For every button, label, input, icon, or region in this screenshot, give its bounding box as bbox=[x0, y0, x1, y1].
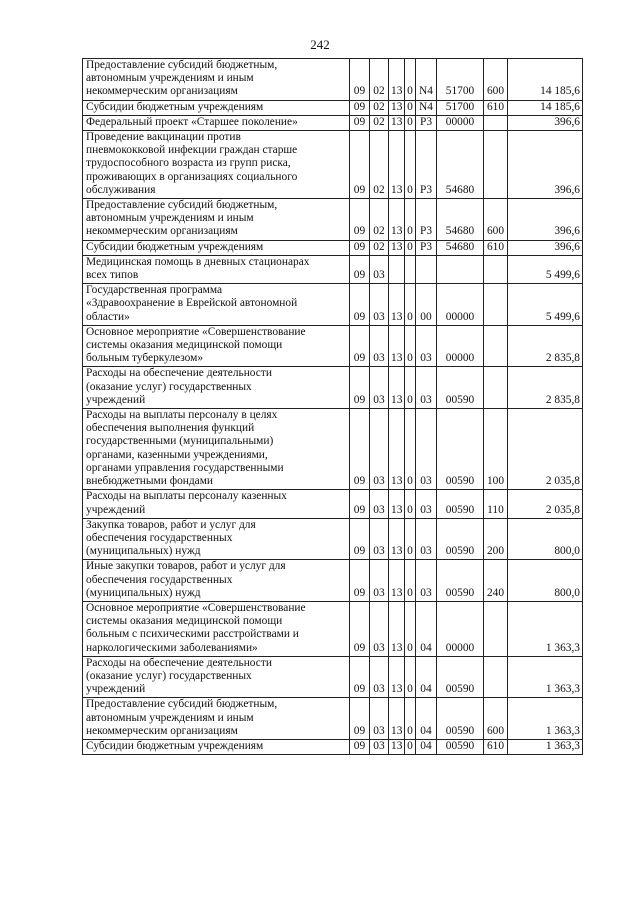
section-code-cell: 09 bbox=[350, 656, 370, 698]
subprogram-code-cell: 0 bbox=[405, 409, 416, 490]
table-row bbox=[83, 490, 583, 518]
expense-name-cell: Предоставление субсидий бюджетным, автономным учреждениям и иным некоммерческим организациям bbox=[83, 698, 350, 740]
subsection-code-cell: 03 bbox=[370, 490, 389, 518]
expense-type-cell bbox=[484, 115, 508, 130]
measure-code-cell bbox=[416, 255, 437, 283]
expense-name-cell: Закупка товаров, работ и услуг для обеспечения государственных (муниципальных) нужд bbox=[83, 518, 350, 560]
subsection-code-cell: 03 bbox=[370, 255, 389, 283]
subprogram-code-cell: 0 bbox=[405, 698, 416, 740]
expense-name-cell: Основное мероприятие «Совершенствование системы оказания медицинской помощи больным туберкулезом» bbox=[83, 325, 350, 367]
measure-code-cell: Р3 bbox=[416, 131, 437, 199]
amount-cell: 1 363,3 bbox=[508, 601, 583, 656]
section-code-cell: 09 bbox=[350, 325, 370, 367]
direction-code-cell: 00590 bbox=[437, 739, 484, 754]
amount-cell: 14 185,6 bbox=[508, 59, 583, 101]
subsection-code-cell: 02 bbox=[370, 59, 389, 101]
section-code-cell: 09 bbox=[350, 367, 370, 409]
program-code-cell: 13 bbox=[389, 131, 405, 199]
subsection-code-cell: 03 bbox=[370, 325, 389, 367]
amount-cell: 5 499,6 bbox=[508, 255, 583, 283]
section-code-cell: 09 bbox=[350, 284, 370, 326]
program-code-cell: 13 bbox=[389, 240, 405, 255]
expense-name-cell: Федеральный проект «Старшее поколение» bbox=[83, 115, 350, 130]
table-row bbox=[83, 100, 583, 115]
subsection-code-cell: 03 bbox=[370, 409, 389, 490]
program-code-cell: 13 bbox=[389, 656, 405, 698]
table-row bbox=[83, 59, 583, 101]
expense-type-cell bbox=[484, 656, 508, 698]
table-row bbox=[83, 115, 583, 130]
section-code-cell: 09 bbox=[350, 131, 370, 199]
amount-cell: 800,0 bbox=[508, 560, 583, 602]
direction-code-cell: 00000 bbox=[437, 601, 484, 656]
program-code-cell: 13 bbox=[389, 518, 405, 560]
program-code-cell: 13 bbox=[389, 601, 405, 656]
subsection-code-cell: 03 bbox=[370, 560, 389, 602]
amount-cell: 396,6 bbox=[508, 131, 583, 199]
table-row bbox=[83, 199, 583, 241]
measure-code-cell: Р3 bbox=[416, 240, 437, 255]
subsection-code-cell: 03 bbox=[370, 656, 389, 698]
direction-code-cell: 54680 bbox=[437, 199, 484, 241]
expense-name-cell: Расходы на обеспечение деятельности (оказание услуг) государственных учреждений bbox=[83, 367, 350, 409]
subprogram-code-cell bbox=[405, 255, 416, 283]
direction-code-cell: 54680 bbox=[437, 240, 484, 255]
measure-code-cell: 03 bbox=[416, 325, 437, 367]
subprogram-code-cell: 0 bbox=[405, 325, 416, 367]
direction-code-cell: 00590 bbox=[437, 490, 484, 518]
section-code-cell: 09 bbox=[350, 490, 370, 518]
subprogram-code-cell: 0 bbox=[405, 199, 416, 241]
amount-cell: 1 363,3 bbox=[508, 739, 583, 754]
subprogram-code-cell: 0 bbox=[405, 131, 416, 199]
expense-name-cell: Иные закупки товаров, работ и услуг для обеспечения государственных (муниципальных) нужд bbox=[83, 560, 350, 602]
expense-name-cell: Субсидии бюджетным учреждениям bbox=[83, 100, 350, 115]
expense-name-cell: Субсидии бюджетным учреждениям bbox=[83, 240, 350, 255]
section-code-cell: 09 bbox=[350, 518, 370, 560]
measure-code-cell: 04 bbox=[416, 656, 437, 698]
subsection-code-cell: 02 bbox=[370, 199, 389, 241]
table-row bbox=[83, 739, 583, 754]
expense-type-cell bbox=[484, 284, 508, 326]
program-code-cell: 13 bbox=[389, 409, 405, 490]
measure-code-cell: Р3 bbox=[416, 199, 437, 241]
program-code-cell: 13 bbox=[389, 59, 405, 101]
table-row bbox=[83, 518, 583, 560]
section-code-cell: 09 bbox=[350, 115, 370, 130]
subsection-code-cell: 03 bbox=[370, 601, 389, 656]
expense-type-cell: 100 bbox=[484, 409, 508, 490]
amount-cell: 2 035,8 bbox=[508, 409, 583, 490]
expense-type-cell: 240 bbox=[484, 560, 508, 602]
section-code-cell: 09 bbox=[350, 698, 370, 740]
subprogram-code-cell: 0 bbox=[405, 59, 416, 101]
program-code-cell: 13 bbox=[389, 325, 405, 367]
measure-code-cell: 04 bbox=[416, 698, 437, 740]
measure-code-cell: N4 bbox=[416, 59, 437, 101]
subprogram-code-cell: 0 bbox=[405, 518, 416, 560]
direction-code-cell: 00000 bbox=[437, 325, 484, 367]
measure-code-cell: 03 bbox=[416, 490, 437, 518]
expense-type-cell: 610 bbox=[484, 240, 508, 255]
amount-cell: 396,6 bbox=[508, 199, 583, 241]
direction-code-cell: 00000 bbox=[437, 115, 484, 130]
program-code-cell bbox=[389, 255, 405, 283]
expense-type-cell: 110 bbox=[484, 490, 508, 518]
section-code-cell: 09 bbox=[350, 59, 370, 101]
table-row bbox=[83, 698, 583, 740]
direction-code-cell: 00590 bbox=[437, 656, 484, 698]
table-body bbox=[83, 59, 583, 755]
subsection-code-cell: 02 bbox=[370, 131, 389, 199]
section-code-cell: 09 bbox=[350, 240, 370, 255]
table-row bbox=[83, 325, 583, 367]
subprogram-code-cell: 0 bbox=[405, 739, 416, 754]
amount-cell: 5 499,6 bbox=[508, 284, 583, 326]
program-code-cell: 13 bbox=[389, 698, 405, 740]
expense-type-cell: 610 bbox=[484, 100, 508, 115]
program-code-cell: 13 bbox=[389, 739, 405, 754]
direction-code-cell: 00590 bbox=[437, 367, 484, 409]
expense-name-cell: Основное мероприятие «Совершенствование системы оказания медицинской помощи больным с психическими расстройствами и наркологическими заболеваниями» bbox=[83, 601, 350, 656]
program-code-cell: 13 bbox=[389, 100, 405, 115]
expense-name-cell: Субсидии бюджетным учреждениям bbox=[83, 739, 350, 754]
section-code-cell: 09 bbox=[350, 739, 370, 754]
section-code-cell: 09 bbox=[350, 560, 370, 602]
subprogram-code-cell: 0 bbox=[405, 240, 416, 255]
direction-code-cell: 51700 bbox=[437, 100, 484, 115]
direction-code-cell: 51700 bbox=[437, 59, 484, 101]
program-code-cell: 13 bbox=[389, 560, 405, 602]
subsection-code-cell: 03 bbox=[370, 518, 389, 560]
subprogram-code-cell: 0 bbox=[405, 560, 416, 602]
measure-code-cell: 00 bbox=[416, 284, 437, 326]
expense-type-cell: 200 bbox=[484, 518, 508, 560]
table-row bbox=[83, 367, 583, 409]
subsection-code-cell: 02 bbox=[370, 100, 389, 115]
program-code-cell: 13 bbox=[389, 284, 405, 326]
expense-type-cell: 610 bbox=[484, 739, 508, 754]
expense-name-cell: Предоставление субсидий бюджетным, автономным учреждениям и иным некоммерческим организациям bbox=[83, 199, 350, 241]
subprogram-code-cell: 0 bbox=[405, 490, 416, 518]
direction-code-cell: 00000 bbox=[437, 284, 484, 326]
program-code-cell: 13 bbox=[389, 199, 405, 241]
table-row bbox=[83, 255, 583, 283]
subprogram-code-cell: 0 bbox=[405, 367, 416, 409]
subprogram-code-cell: 0 bbox=[405, 115, 416, 130]
section-code-cell: 09 bbox=[350, 100, 370, 115]
subprogram-code-cell: 0 bbox=[405, 284, 416, 326]
direction-code-cell: 00590 bbox=[437, 698, 484, 740]
subsection-code-cell: 03 bbox=[370, 698, 389, 740]
amount-cell: 2 835,8 bbox=[508, 325, 583, 367]
table-row bbox=[83, 409, 583, 490]
expense-name-cell: Расходы на выплаты персоналу в целях обеспечения выполнения функций государственными (муниципальными) органами, казенными учреждениями, органами управления государственными внебюджетными фондами bbox=[83, 409, 350, 490]
program-code-cell: 13 bbox=[389, 115, 405, 130]
subprogram-code-cell: 0 bbox=[405, 656, 416, 698]
amount-cell: 396,6 bbox=[508, 115, 583, 130]
amount-cell: 2 835,8 bbox=[508, 367, 583, 409]
direction-code-cell: 00590 bbox=[437, 518, 484, 560]
expense-type-cell bbox=[484, 131, 508, 199]
direction-code-cell: 00590 bbox=[437, 409, 484, 490]
amount-cell: 2 035,8 bbox=[508, 490, 583, 518]
amount-cell: 396,6 bbox=[508, 240, 583, 255]
section-code-cell: 09 bbox=[350, 255, 370, 283]
measure-code-cell: 03 bbox=[416, 560, 437, 602]
measure-code-cell: 04 bbox=[416, 739, 437, 754]
expense-type-cell bbox=[484, 255, 508, 283]
expense-type-cell bbox=[484, 601, 508, 656]
measure-code-cell: 04 bbox=[416, 601, 437, 656]
expense-name-cell: Проведение вакцинации против пневмококковой инфекции граждан старше трудоспособного возраста из групп риска, проживающих в организациях социального обслуживания bbox=[83, 131, 350, 199]
table-row bbox=[83, 131, 583, 199]
section-code-cell: 09 bbox=[350, 199, 370, 241]
subsection-code-cell: 03 bbox=[370, 739, 389, 754]
measure-code-cell: Р3 bbox=[416, 115, 437, 130]
measure-code-cell: 03 bbox=[416, 518, 437, 560]
subprogram-code-cell: 0 bbox=[405, 100, 416, 115]
measure-code-cell: 03 bbox=[416, 409, 437, 490]
direction-code-cell: 00590 bbox=[437, 560, 484, 602]
expense-name-cell: Расходы на обеспечение деятельности (оказание услуг) государственных учреждений bbox=[83, 656, 350, 698]
measure-code-cell: 03 bbox=[416, 367, 437, 409]
table-row bbox=[83, 656, 583, 698]
page-number: 242 bbox=[310, 37, 330, 52]
amount-cell: 1 363,3 bbox=[508, 656, 583, 698]
measure-code-cell: N4 bbox=[416, 100, 437, 115]
expense-name-cell: Государственная программа «Здравоохранение в Еврейской автономной области» bbox=[83, 284, 350, 326]
expense-type-cell: 600 bbox=[484, 199, 508, 241]
amount-cell: 1 363,3 bbox=[508, 698, 583, 740]
amount-cell: 14 185,6 bbox=[508, 100, 583, 115]
direction-code-cell: 54680 bbox=[437, 131, 484, 199]
subsection-code-cell: 03 bbox=[370, 367, 389, 409]
program-code-cell: 13 bbox=[389, 367, 405, 409]
subsection-code-cell: 03 bbox=[370, 284, 389, 326]
expense-name-cell: Медицинская помощь в дневных стационарах всех типов bbox=[83, 255, 350, 283]
expense-name-cell: Предоставление субсидий бюджетным, автономным учреждениям и иным некоммерческим организациям bbox=[83, 59, 350, 101]
subsection-code-cell: 02 bbox=[370, 115, 389, 130]
table-row bbox=[83, 240, 583, 255]
budget-table bbox=[82, 58, 583, 755]
amount-cell: 800,0 bbox=[508, 518, 583, 560]
direction-code-cell bbox=[437, 255, 484, 283]
program-code-cell: 13 bbox=[389, 490, 405, 518]
table-row bbox=[83, 284, 583, 326]
table-row bbox=[83, 601, 583, 656]
section-code-cell: 09 bbox=[350, 409, 370, 490]
expense-type-cell: 600 bbox=[484, 59, 508, 101]
expense-type-cell bbox=[484, 367, 508, 409]
expense-type-cell bbox=[484, 325, 508, 367]
expense-type-cell: 600 bbox=[484, 698, 508, 740]
expense-name-cell: Расходы на выплаты персоналу казенных учреждений bbox=[83, 490, 350, 518]
table-row bbox=[83, 560, 583, 602]
subprogram-code-cell: 0 bbox=[405, 601, 416, 656]
subsection-code-cell: 02 bbox=[370, 240, 389, 255]
section-code-cell: 09 bbox=[350, 601, 370, 656]
